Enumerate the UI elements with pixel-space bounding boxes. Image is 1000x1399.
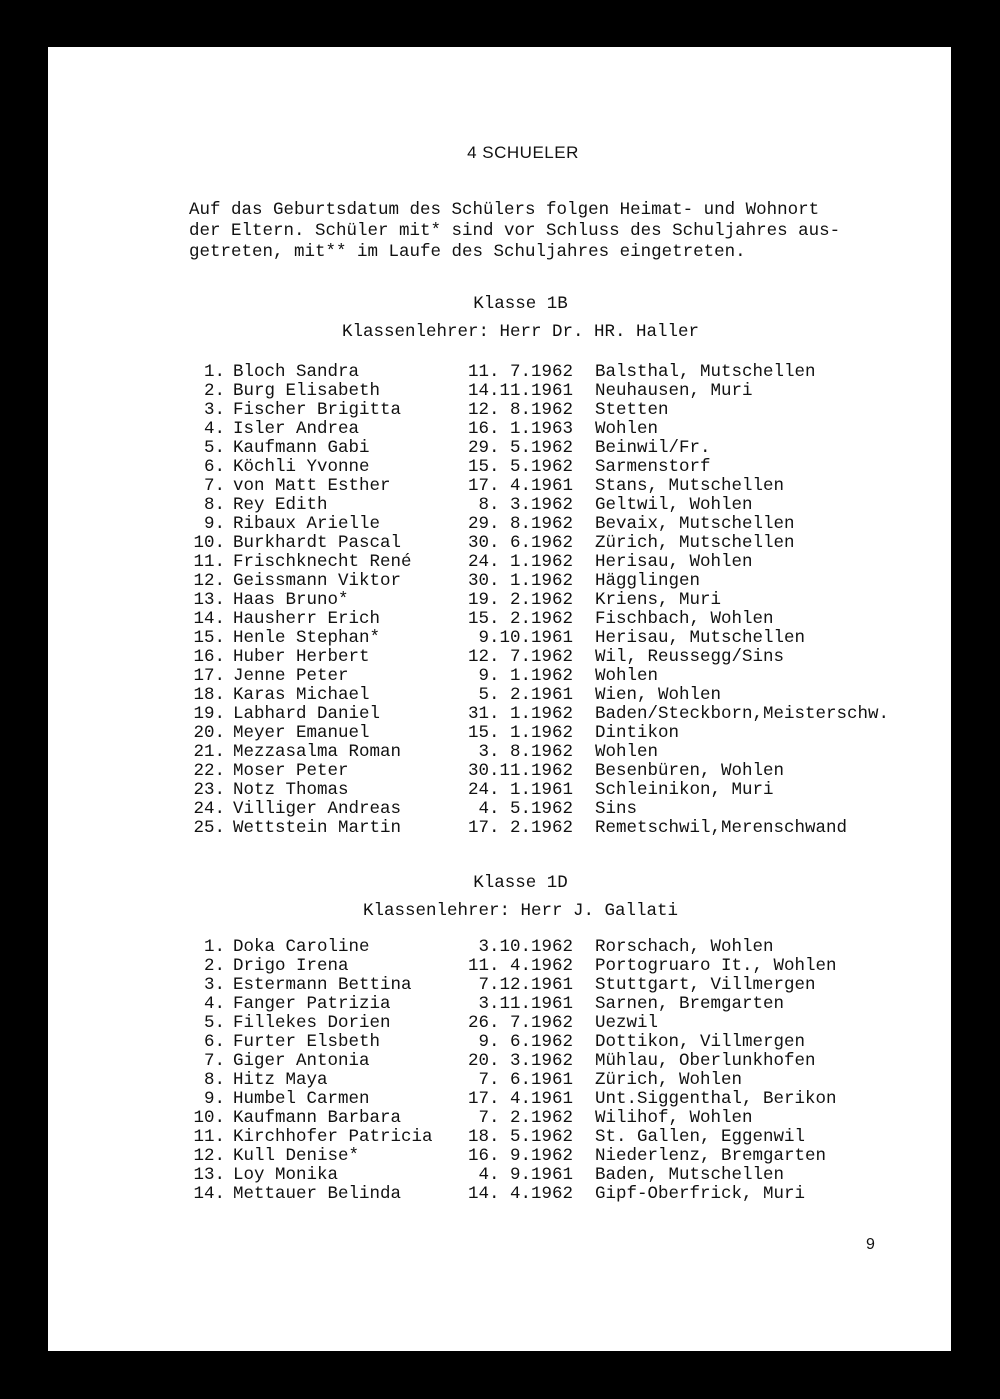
- student-places: Wien, Wohlen: [595, 685, 722, 705]
- student-birthdate: 4. 9.1961: [478, 1165, 573, 1185]
- student-places: Uezwil: [595, 1013, 659, 1033]
- student-birthdate: 26. 7.1962: [467, 1013, 573, 1033]
- student-name: Haas Bruno*: [233, 590, 349, 610]
- student-places: Stuttgart, Villmergen: [595, 975, 816, 995]
- student-name: Frischknecht René: [233, 552, 412, 572]
- student-number: 9.: [203, 1089, 225, 1109]
- student-places: Zürich, Mutschellen: [595, 533, 795, 553]
- class-1d-title: Klasse 1D: [473, 873, 568, 893]
- student-name: Rey Edith: [233, 495, 328, 515]
- student-birthdate: 3. 8.1962: [478, 742, 573, 762]
- student-name: Furter Elsbeth: [233, 1032, 381, 1052]
- student-name: Labhard Daniel: [233, 704, 381, 724]
- student-places: Fischbach, Wohlen: [595, 609, 774, 629]
- student-birthdate: 30. 1.1962: [467, 571, 573, 591]
- student-name: Doka Caroline: [233, 937, 370, 957]
- student-birthdate: 30.11.1962: [467, 761, 573, 781]
- student-number: 15.: [193, 628, 225, 648]
- student-number: 17.: [193, 666, 225, 686]
- student-places: Stetten: [595, 400, 669, 420]
- student-number: 3.: [203, 400, 225, 420]
- student-number: 14.: [193, 1184, 225, 1204]
- student-birthdate: 8. 3.1962: [478, 495, 573, 515]
- student-number: 14.: [193, 609, 225, 629]
- student-number: 1.: [203, 362, 225, 382]
- student-birthdate: 18. 5.1962: [467, 1127, 573, 1147]
- student-places: Sarnen, Bremgarten: [595, 994, 785, 1014]
- student-places: Remetschwil,Merenschwand: [595, 818, 848, 838]
- student-name: Humbel Carmen: [233, 1089, 370, 1109]
- student-number: 16.: [193, 647, 225, 667]
- intro-line: der Eltern. Schüler mit* sind vor Schluss des Schuljahres aus-: [189, 221, 841, 241]
- student-name: Jenne Peter: [233, 666, 349, 686]
- student-name: Burkhardt Pascal: [233, 533, 402, 553]
- student-birthdate: 7.12.1961: [478, 975, 573, 995]
- student-birthdate: 14. 4.1962: [467, 1184, 573, 1204]
- student-name: Burg Elisabeth: [233, 381, 381, 401]
- student-birthdate: 19. 2.1962: [467, 590, 573, 610]
- student-birthdate: 11. 4.1962: [467, 956, 573, 976]
- student-places: Stans, Mutschellen: [595, 476, 785, 496]
- class-1d-teacher: Klassenlehrer: Herr J. Gallati: [362, 901, 679, 921]
- document-page: [48, 47, 951, 1351]
- student-places: Schleinikon, Muri: [595, 780, 774, 800]
- student-places: Hägglingen: [595, 571, 701, 591]
- student-name: Kull Denise*: [233, 1146, 360, 1166]
- student-places: Wil, Reussegg/Sins: [595, 647, 785, 667]
- student-birthdate: 20. 3.1962: [467, 1051, 573, 1071]
- student-birthdate: 9.10.1961: [478, 628, 573, 648]
- student-number: 7.: [203, 476, 225, 496]
- student-birthdate: 16. 1.1963: [467, 419, 573, 439]
- student-name: Huber Herbert: [233, 647, 370, 667]
- student-number: 11.: [193, 552, 225, 572]
- student-birthdate: 9. 6.1962: [478, 1032, 573, 1052]
- student-number: 23.: [193, 780, 225, 800]
- student-number: 25.: [193, 818, 225, 838]
- student-name: Kaufmann Gabi: [233, 438, 370, 458]
- class-1b-title: Klasse 1B: [473, 294, 568, 314]
- student-places: Mühlau, Oberlunkhofen: [595, 1051, 816, 1071]
- student-birthdate: 17. 4.1961: [467, 476, 573, 496]
- student-name: Hitz Maya: [233, 1070, 328, 1090]
- section-heading: 4 SCHUELER: [467, 143, 579, 162]
- student-places: Sins: [595, 799, 638, 819]
- student-places: Dintikon: [595, 723, 680, 743]
- student-number: 21.: [193, 742, 225, 762]
- student-number: 8.: [203, 495, 225, 515]
- student-number: 19.: [193, 704, 225, 724]
- student-number: 11.: [193, 1127, 225, 1147]
- student-name: Estermann Bettina: [233, 975, 412, 995]
- student-places: Kriens, Muri: [595, 590, 722, 610]
- student-number: 13.: [193, 590, 225, 610]
- student-birthdate: 11. 7.1962: [467, 362, 573, 382]
- student-name: Bloch Sandra: [233, 362, 360, 382]
- student-name: Henle Stephan*: [233, 628, 381, 648]
- student-birthdate: 12. 7.1962: [467, 647, 573, 667]
- student-places: Balsthal, Mutschellen: [595, 362, 816, 382]
- student-number: 12.: [193, 1146, 225, 1166]
- student-name: von Matt Esther: [233, 476, 391, 496]
- student-birthdate: 7. 6.1961: [478, 1070, 573, 1090]
- student-places: Bevaix, Mutschellen: [595, 514, 795, 534]
- student-number: 6.: [203, 457, 225, 477]
- student-birthdate: 15. 1.1962: [467, 723, 573, 743]
- student-places: Wilihof, Wohlen: [595, 1108, 753, 1128]
- student-name: Ribaux Arielle: [233, 514, 381, 534]
- student-name: Drigo Irena: [233, 956, 349, 976]
- student-name: Notz Thomas: [233, 780, 349, 800]
- student-birthdate: 9. 1.1962: [478, 666, 573, 686]
- student-places: Herisau, Wohlen: [595, 552, 753, 572]
- student-birthdate: 14.11.1961: [467, 381, 573, 401]
- student-places: Geltwil, Wohlen: [595, 495, 753, 515]
- student-birthdate: 12. 8.1962: [467, 400, 573, 420]
- student-name: Mettauer Belinda: [233, 1184, 402, 1204]
- student-birthdate: 29. 5.1962: [467, 438, 573, 458]
- student-places: Wohlen: [595, 742, 659, 762]
- student-number: 10.: [193, 533, 225, 553]
- student-places: Baden/Steckborn,Meisterschw.: [595, 704, 890, 724]
- student-birthdate: 7. 2.1962: [478, 1108, 573, 1128]
- student-number: 2.: [203, 956, 225, 976]
- student-birthdate: 3.11.1961: [478, 994, 573, 1014]
- student-name: Fillekes Dorien: [233, 1013, 391, 1033]
- student-birthdate: 17. 4.1961: [467, 1089, 573, 1109]
- student-name: Fanger Patrizia: [233, 994, 391, 1014]
- student-places: Baden, Mutschellen: [595, 1165, 785, 1185]
- student-number: 8.: [203, 1070, 225, 1090]
- student-places: Herisau, Mutschellen: [595, 628, 806, 648]
- student-birthdate: 5. 2.1961: [478, 685, 573, 705]
- student-birthdate: 24. 1.1961: [467, 780, 573, 800]
- student-number: 4.: [203, 419, 225, 439]
- student-name: Geissmann Viktor: [233, 571, 402, 591]
- student-number: 24.: [193, 799, 225, 819]
- student-birthdate: 17. 2.1962: [467, 818, 573, 838]
- student-number: 18.: [193, 685, 225, 705]
- student-number: 3.: [203, 975, 225, 995]
- intro-paragraph: [189, 200, 909, 263]
- student-places: St. Gallen, Eggenwil: [595, 1127, 806, 1147]
- student-name: Isler Andrea: [233, 419, 360, 439]
- student-number: 7.: [203, 1051, 225, 1071]
- student-name: Loy Monika: [233, 1165, 339, 1185]
- student-places: Gipf-Oberfrick, Muri: [595, 1184, 806, 1204]
- student-birthdate: 31. 1.1962: [467, 704, 573, 724]
- student-number: 22.: [193, 761, 225, 781]
- student-number: 1.: [203, 937, 225, 957]
- student-name: Köchli Yvonne: [233, 457, 370, 477]
- student-places: Dottikon, Villmergen: [595, 1032, 806, 1052]
- student-places: Neuhausen, Muri: [595, 381, 753, 401]
- student-places: Portogruaro It., Wohlen: [595, 956, 837, 976]
- page-number: 9: [866, 1236, 875, 1253]
- student-number: 5.: [203, 1013, 225, 1033]
- student-number: 2.: [203, 381, 225, 401]
- student-name: Fischer Brigitta: [233, 400, 402, 420]
- student-birthdate: 3.10.1962: [478, 937, 573, 957]
- student-number: 10.: [193, 1108, 225, 1128]
- student-places: Niederlenz, Bremgarten: [595, 1146, 827, 1166]
- intro-line: getreten, mit** im Laufe des Schuljahres eingetreten.: [189, 242, 746, 262]
- student-number: 6.: [203, 1032, 225, 1052]
- student-name: Kirchhofer Patricia: [233, 1127, 433, 1147]
- student-name: Moser Peter: [233, 761, 349, 781]
- intro-line: Auf das Geburtsdatum des Schülers folgen Heimat- und Wohnort: [189, 200, 820, 220]
- student-places: Rorschach, Wohlen: [595, 937, 774, 957]
- student-number: 13.: [193, 1165, 225, 1185]
- student-name: Hausherr Erich: [233, 609, 381, 629]
- student-birthdate: 15. 5.1962: [467, 457, 573, 477]
- student-number: 5.: [203, 438, 225, 458]
- student-birthdate: 4. 5.1962: [478, 799, 573, 819]
- student-name: Villiger Andreas: [233, 799, 402, 819]
- student-places: Beinwil/Fr.: [595, 438, 711, 458]
- student-name: Karas Michael: [233, 685, 370, 705]
- student-birthdate: 30. 6.1962: [467, 533, 573, 553]
- student-birthdate: 24. 1.1962: [467, 552, 573, 572]
- student-name: Mezzasalma Roman: [233, 742, 402, 762]
- student-places: Sarmenstorf: [595, 457, 711, 477]
- student-birthdate: 16. 9.1962: [467, 1146, 573, 1166]
- student-number: 12.: [193, 571, 225, 591]
- student-number: 4.: [203, 994, 225, 1014]
- student-number: 20.: [193, 723, 225, 743]
- student-places: Zürich, Wohlen: [595, 1070, 743, 1090]
- student-name: Wettstein Martin: [233, 818, 402, 838]
- student-birthdate: 15. 2.1962: [467, 609, 573, 629]
- student-name: Kaufmann Barbara: [233, 1108, 402, 1128]
- student-birthdate: 29. 8.1962: [467, 514, 573, 534]
- student-places: Wohlen: [595, 666, 659, 686]
- student-number: 9.: [203, 514, 225, 534]
- class-1b-teacher: Klassenlehrer: Herr Dr. HR. Haller: [341, 322, 700, 342]
- student-name: Giger Antonia: [233, 1051, 370, 1071]
- student-name: Meyer Emanuel: [233, 723, 370, 743]
- student-places: Unt.Siggenthal, Berikon: [595, 1089, 837, 1109]
- student-places: Wohlen: [595, 419, 659, 439]
- student-places: Besenbüren, Wohlen: [595, 761, 785, 781]
